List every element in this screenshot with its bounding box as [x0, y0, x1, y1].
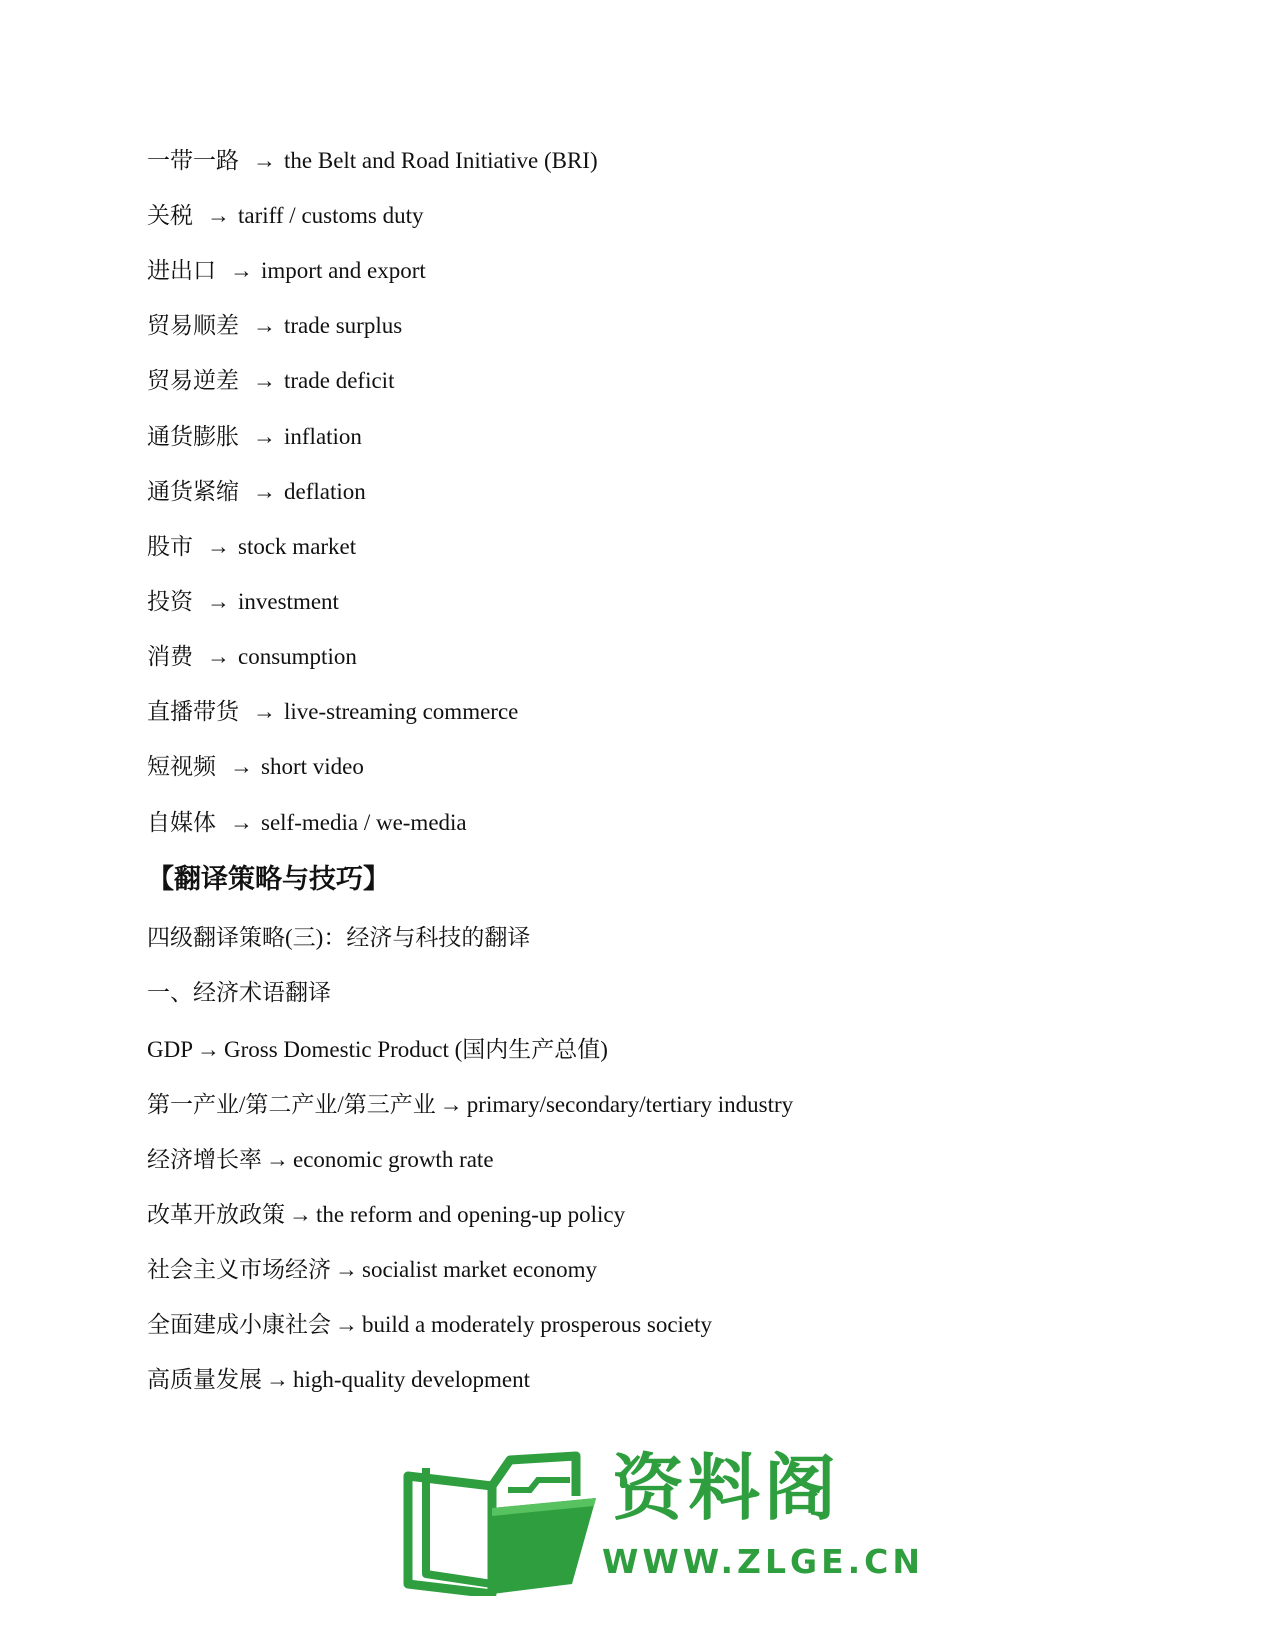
term-zh: 改革开放政策: [147, 1202, 285, 1227]
vocab-en: import and export: [261, 258, 426, 283]
vocab-line: [147, 146, 598, 176]
book-folder-icon: [400, 1446, 600, 1596]
arrow-icon: →: [230, 258, 253, 283]
arrow-icon: →: [230, 810, 253, 835]
vocab-en: short video: [261, 754, 364, 779]
vocab-zh: 短视频: [147, 754, 216, 779]
vocab-en: investment: [238, 589, 339, 614]
section-heading: 【翻译策略与技巧】: [147, 864, 390, 895]
vocab-en: trade deficit: [284, 368, 395, 393]
vocab-zh: 通货膨胀: [147, 424, 239, 449]
watermark-title: 资料阁: [612, 1446, 841, 1530]
arrow-icon: →: [266, 1147, 289, 1172]
term-en: build a moderately prosperous society: [362, 1312, 713, 1337]
term-line: [147, 1255, 597, 1285]
term-zh: 第一产业/第二产业/第三产业: [147, 1092, 436, 1117]
vocab-en: stock market: [238, 534, 357, 559]
vocab-line: [147, 697, 518, 727]
term-zh: 社会主义市场经济: [147, 1257, 331, 1282]
vocab-zh: 贸易顺差: [147, 313, 239, 338]
watermark: [400, 1446, 925, 1596]
term-zh: GDP: [147, 1037, 194, 1062]
arrow-icon: →: [207, 589, 230, 614]
vocab-zh: 贸易逆差: [147, 368, 239, 393]
term-en: Gross Domestic Product (国内生产总值): [224, 1037, 608, 1062]
arrow-icon: →: [207, 203, 230, 228]
vocab-line: [147, 477, 366, 507]
arrow-icon: →: [335, 1312, 358, 1337]
vocab-zh: 股市: [147, 534, 193, 559]
vocab-zh: 关税: [147, 203, 193, 228]
watermark-url: WWW.ZLGE.CN: [602, 1542, 925, 1581]
vocab-line: [147, 808, 467, 838]
term-line: [147, 1310, 712, 1340]
arrow-icon: →: [207, 644, 230, 669]
term-line: [147, 1365, 530, 1395]
arrow-icon: →: [207, 534, 230, 559]
term-en: high-quality development: [293, 1367, 530, 1392]
vocab-zh: 通货紧缩: [147, 479, 239, 504]
vocab-en: inflation: [284, 424, 362, 449]
vocab-en: live-streaming commerce: [284, 699, 519, 724]
vocab-en: the Belt and Road Initiative (BRI): [284, 148, 598, 173]
arrow-icon: →: [230, 754, 253, 779]
term-line: [147, 1145, 494, 1175]
vocab-zh: 直播带货: [147, 699, 239, 724]
vocab-en: trade surplus: [284, 313, 403, 338]
arrow-icon: →: [253, 479, 276, 504]
arrow-icon: →: [253, 424, 276, 449]
vocab-en: deflation: [284, 479, 366, 504]
vocab-line: [147, 752, 364, 782]
term-en: primary/secondary/tertiary industry: [466, 1092, 794, 1117]
term-en: socialist market economy: [362, 1257, 598, 1282]
vocab-zh: 自媒体: [147, 810, 216, 835]
term-en: the reform and opening-up policy: [316, 1202, 626, 1227]
vocab-line: [147, 256, 426, 286]
vocab-zh: 一带一路: [147, 148, 239, 173]
vocab-line: [147, 587, 339, 617]
vocab-line: [147, 642, 357, 672]
vocab-zh: 消费: [147, 644, 193, 669]
arrow-icon: →: [253, 368, 276, 393]
arrow-icon: →: [289, 1202, 312, 1227]
arrow-icon: →: [266, 1367, 289, 1392]
vocab-zh: 进出口: [147, 258, 216, 283]
term-line: [147, 1035, 608, 1065]
arrow-icon: →: [253, 148, 276, 173]
strategy-title: 四级翻译策略(三)：经济与科技的翻译: [147, 925, 531, 950]
vocab-line: [147, 201, 423, 231]
vocab-line: [147, 366, 394, 396]
term-line: [147, 1090, 793, 1120]
term-zh: 经济增长率: [147, 1147, 262, 1172]
vocab-zh: 投资: [147, 589, 193, 614]
subsection-title: 一、经济术语翻译: [147, 980, 331, 1005]
vocab-line: [147, 532, 356, 562]
arrow-icon: →: [253, 699, 276, 724]
term-en: economic growth rate: [293, 1147, 494, 1172]
term-zh: 高质量发展: [147, 1367, 262, 1392]
term-zh: 全面建成小康社会: [147, 1312, 331, 1337]
term-line: [147, 1200, 625, 1230]
arrow-icon: →: [197, 1037, 221, 1062]
vocab-line: [147, 311, 402, 341]
vocab-en: consumption: [238, 644, 357, 669]
arrow-icon: →: [253, 313, 276, 338]
arrow-icon: →: [439, 1092, 463, 1117]
arrow-icon: →: [335, 1257, 358, 1282]
vocab-line: [147, 422, 362, 452]
vocab-en: self-media / we-media: [261, 810, 467, 835]
vocab-en: tariff / customs duty: [238, 203, 424, 228]
